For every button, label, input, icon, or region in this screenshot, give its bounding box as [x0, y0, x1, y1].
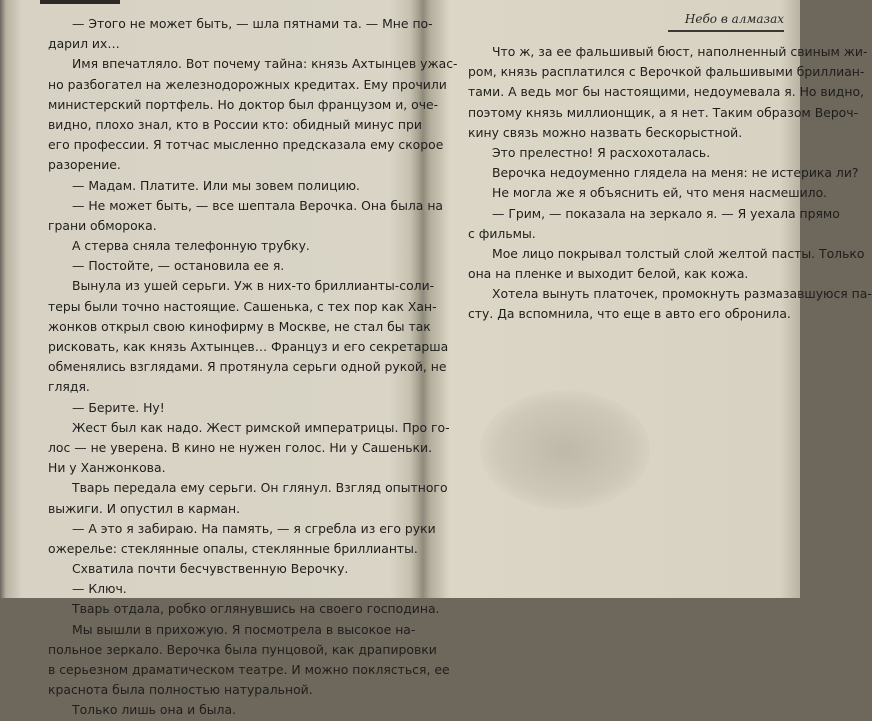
text-line: — Постойте, — остановила ее я.	[72, 258, 285, 274]
text-line: — Мадам. Платите. Или мы зовем полицию.	[72, 177, 360, 193]
text-line: обменялись взглядами. Я протянула серьги одной рукой, не	[48, 359, 447, 375]
text-line: с фильмы.	[468, 225, 536, 241]
text-line: краснота была полностью натуральной.	[48, 682, 313, 698]
text-line: Верочка недоуменно глядела на меня: не истерика ли?	[492, 165, 859, 181]
text-line: — Грим, — показала на зеркало я. — Я уехала прямо	[492, 205, 840, 221]
text-line: министерский портфель. Но доктор был французом и, оче-	[48, 96, 439, 112]
text-line: Ни у Ханжонкова.	[48, 460, 166, 476]
text-line: тами. А ведь мог бы настоящими, недоумевала я. Но видно,	[468, 84, 864, 100]
text-line: но разбогател на железнодорожных кредитах. Ему прочили	[48, 76, 447, 92]
text-line: Тварь передала ему серьги. Он глянул. Взгляд опытного	[72, 480, 448, 496]
text-line: ром, князь расплатился с Верочкой фальшивыми бриллиан-	[468, 64, 865, 80]
text-line: — А это я забираю. На память, — я сгребла из его руки	[72, 520, 436, 536]
text-line: польное зеркало. Верочка была пунцовой, как драпировки	[48, 641, 437, 657]
text-line: Не могла же я объяснить ей, что меня насмешило.	[492, 185, 828, 201]
text-line: выжиги. И опустил в карман.	[48, 500, 241, 516]
text-line: теры были точно настоящие. Сашенька, с тех пор как Хан-	[48, 298, 437, 314]
running-header: Небо в алмазах	[668, 12, 784, 32]
top-rule	[40, 0, 120, 4]
text-line: жонков открыл свою кинофирму в Москве, не стал бы так	[48, 318, 431, 334]
text-line: Тварь отдала, робко оглянувшись на своего господина.	[72, 601, 440, 617]
left-page-text	[48, 14, 458, 721]
text-line: — Берите. Ну!	[72, 399, 165, 415]
text-line: ожерелье: стеклянные опалы, стеклянные бриллианты.	[48, 540, 418, 556]
text-line: лос — не уверена. В кино не нужен голос. Ни у Сашеньки.	[48, 439, 433, 455]
text-line: поэтому князь миллионщик, а я нет. Таким образом Вероч-	[468, 104, 859, 120]
text-line: Мое лицо покрывал толстый слой желтой пасты. Только	[492, 245, 865, 261]
text-line: кину связь можно назвать бескорыстной.	[468, 124, 743, 140]
text-line: она на пленке и выходит белой, как кожа.	[468, 266, 749, 282]
text-line: Это прелестно! Я расхохоталась.	[492, 144, 711, 160]
text-line: — Ключ.	[72, 581, 127, 597]
text-line: — Этого не может быть, — шла пятнами та. — Мне по-	[72, 16, 433, 31]
right-page	[424, 0, 872, 598]
text-line: Что ж, за ее фальшивый бюст, наполненный свиным жи-	[492, 44, 868, 59]
text-line: видно, плохо знал, кто в России кто: обидный минус при	[48, 116, 422, 132]
text-line: его профессии. Я тотчас мысленно предсказала ему скорое	[48, 137, 444, 153]
right-page-text	[468, 42, 872, 325]
text-line: глядя.	[48, 379, 90, 395]
text-line: Хотела вынуть платочек, промокнуть размазавшуюся па-	[492, 286, 872, 302]
text-line: грани обморока.	[48, 217, 157, 233]
text-line: сту. Да вспомнила, что еще в авто его обронила.	[468, 306, 791, 322]
page-stain	[480, 390, 650, 510]
text-line: Только лишь она и была.	[72, 702, 237, 718]
text-line: Жест был как надо. Жест римской императрицы. Про го-	[72, 419, 450, 435]
text-line: Схватила почти бесчувственную Верочку.	[72, 561, 349, 577]
text-line: в серьезном драматическом театре. И можно поклясться, ее	[48, 662, 450, 677]
text-line: рисковать, как князь Ахтынцев… Француз и его секретарша	[48, 339, 449, 354]
text-line: дарил их…	[48, 36, 120, 52]
text-line: Мы вышли в прихожую. Я посмотрела в высокое на-	[72, 621, 416, 637]
text-line: Имя впечатляло. Вот почему тайна: князь Ахтынцев ужас-	[72, 56, 458, 72]
text-line: А стерва сняла телефонную трубку.	[72, 238, 310, 254]
text-line: — Не может быть, — все шептала Верочка. Она была на	[72, 197, 444, 213]
text-line: Вынула из ушей серьги. Уж в них-то бриллианты-соли-	[72, 278, 435, 294]
text-line: разорение.	[48, 157, 121, 173]
